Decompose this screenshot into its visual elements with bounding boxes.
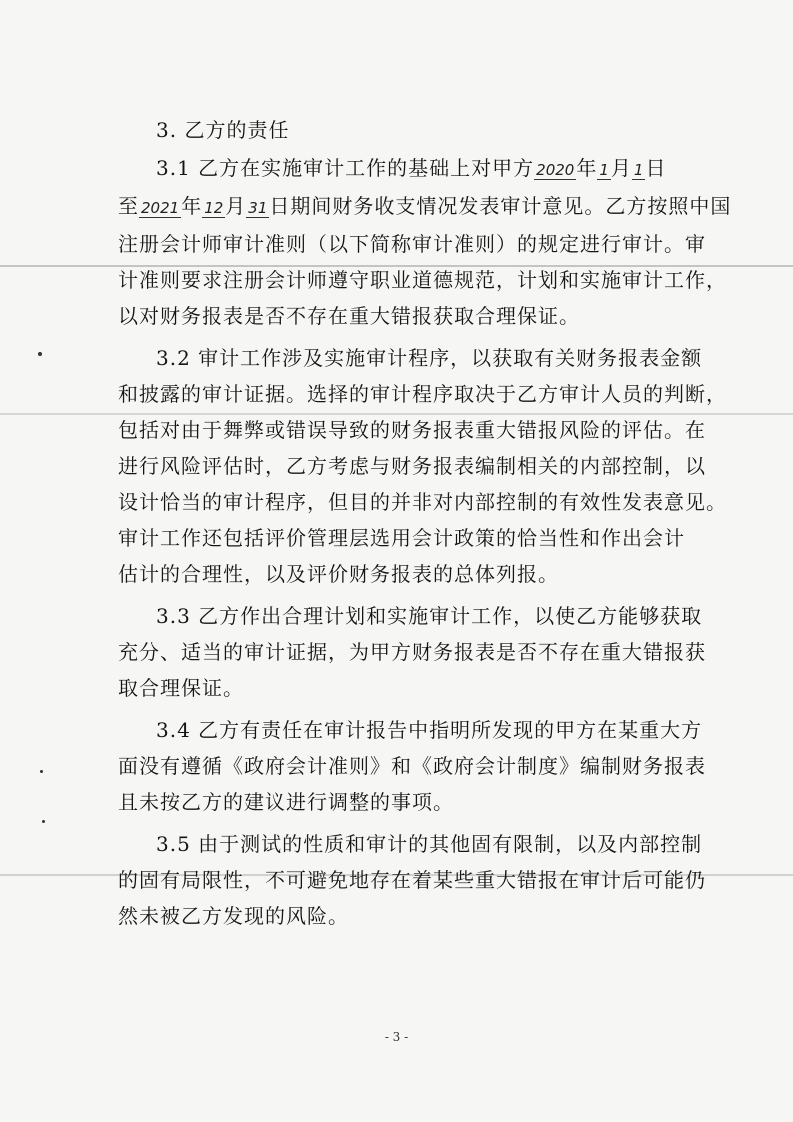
line: 审计工作还包括评价管理层选用会计政策的恰当性和作出会计	[118, 526, 685, 550]
handwritten-year: 2021	[141, 199, 180, 217]
line	[118, 188, 732, 226]
text: 日期间财务收支情况发表审计意见。乙方按照中国	[269, 194, 732, 218]
paragraph-3-4	[118, 712, 706, 820]
paragraph-3-3	[118, 598, 706, 706]
paragraph-3-1	[118, 150, 732, 334]
scan-speck	[42, 820, 45, 823]
line: 3.2 审计工作涉及实施审计程序，以获取有关财务报表金额	[156, 346, 703, 370]
line: 包括对由于舞弊或错误导致的财务报表重大错报风险的评估。在	[118, 418, 706, 442]
document-body	[118, 110, 732, 934]
section-heading: 3. 乙方的责任	[156, 118, 290, 142]
line: 以对财务报表是否不存在重大错报获取合理保证。	[118, 304, 580, 328]
scan-speck	[38, 352, 42, 356]
handwritten-year: 2020	[536, 161, 575, 179]
scan-speck	[40, 770, 43, 773]
text: 月	[225, 194, 247, 218]
line: 然未被乙方发现的风险。	[118, 904, 349, 928]
text: 日	[645, 156, 667, 180]
handwritten-month: 12	[204, 199, 224, 217]
text: 至	[118, 194, 139, 218]
line: 3.3 乙方作出合理计划和实施审计工作，以使乙方能够获取	[156, 604, 703, 628]
line: 设计恰当的审计程序，但目的并非对内部控制的有效性发表意见。	[118, 490, 727, 514]
line: 的固有局限性，不可避免地存在着某些重大错报在审计后可能仍	[118, 868, 706, 892]
line: 进行风险评估时，乙方考虑与财务报表编制相关的内部控制，以	[118, 454, 706, 478]
paragraph-3-5	[118, 826, 706, 934]
handwritten-day: 31	[248, 199, 268, 217]
line: 3.5 由于测试的性质和审计的其他固有限制，以及内部控制	[156, 832, 703, 856]
handwritten-month: 1	[599, 161, 609, 179]
handwritten-day: 1	[633, 161, 644, 179]
line: 计准则要求注册会计师遵守职业道德规范，计划和实施审计工作，	[118, 268, 727, 292]
line: 3.4 乙方有责任在审计报告中指明所发现的甲方在某重大方	[156, 718, 703, 742]
text: 年	[181, 194, 203, 218]
line: 面没有遵循《政府会计准则》和《政府会计制度》编制财务报表	[118, 754, 706, 778]
line: 取合理保证。	[118, 676, 244, 700]
page-number: - 3 -	[384, 1030, 409, 1044]
paragraph-3-2	[118, 340, 727, 592]
line: 且未按乙方的建议进行调整的事项。	[118, 790, 454, 814]
line: 注册会计师审计准则（以下简称审计准则）的规定进行审计。审	[118, 232, 706, 256]
line: 和披露的审计证据。选择的审计程序取决于乙方审计人员的判断，	[118, 382, 727, 406]
line: 充分、适当的审计证据，为甲方财务报表是否不存在重大错报获	[118, 640, 706, 664]
text: 年	[576, 156, 598, 180]
text: 月	[610, 156, 632, 180]
line: 估计的合理性，以及评价财务报表的总体列报。	[118, 562, 559, 586]
text: 3.1 乙方在实施审计工作的基础上对甲方	[156, 156, 535, 180]
line	[118, 150, 666, 188]
